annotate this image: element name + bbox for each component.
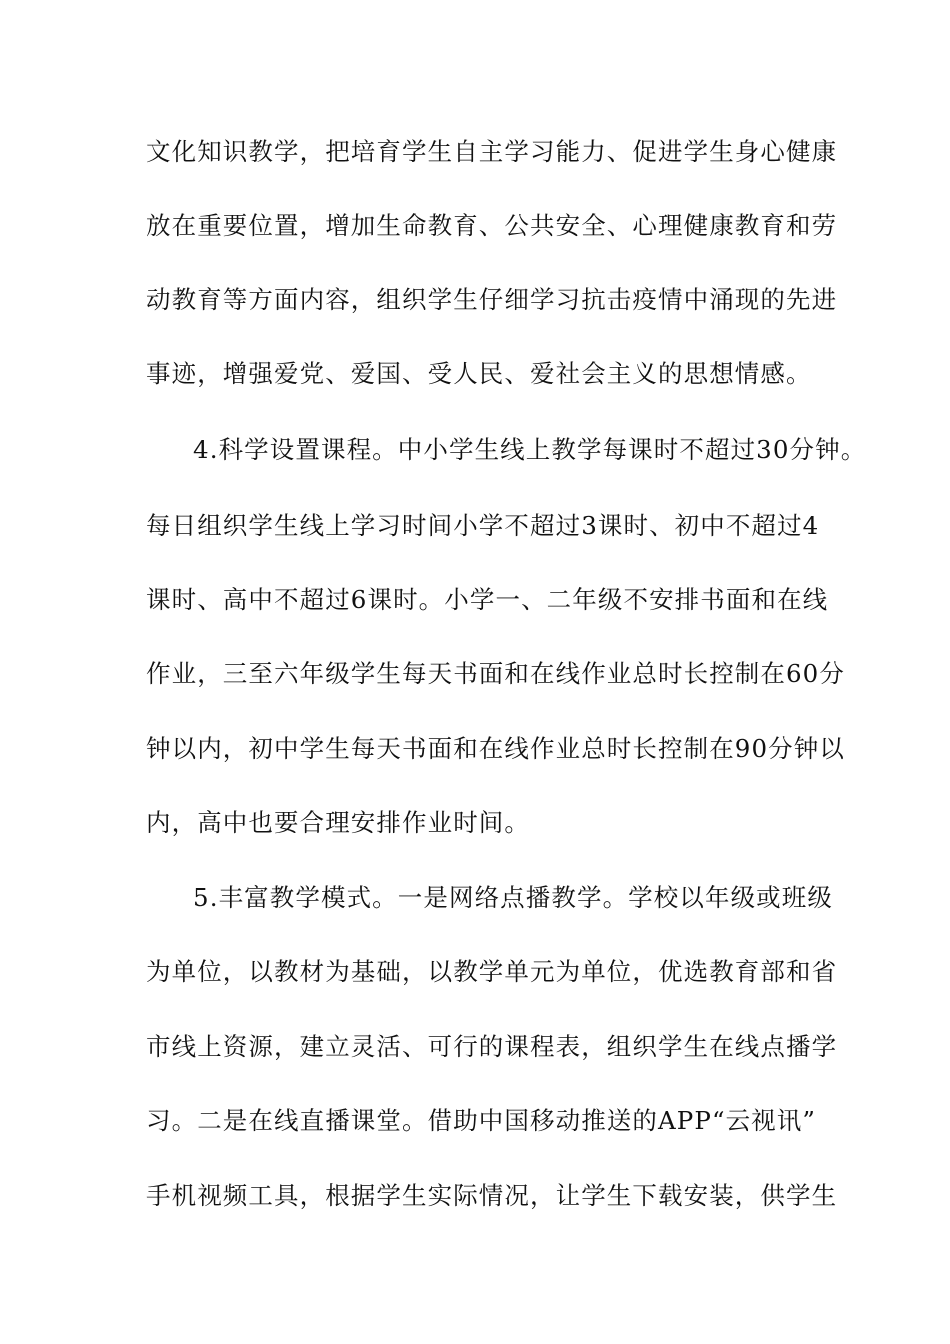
paragraph-line: 内，高中也要合理安排作业时间。 [146, 808, 530, 837]
paragraph-line: 课时、高中不超过6课时。小学一、二年级不安排书面和在线 [146, 585, 829, 614]
paragraph-line: 市线上资源，建立灵活、可行的课程表，组织学生在线点播学 [146, 1032, 838, 1061]
paragraph-line: 手机视频工具，根据学生实际情况，让学生下载安装，供学生 [146, 1181, 838, 1210]
paragraph-line: 为单位，以教材为基础，以教学单元为单位，优选教育部和省 [146, 957, 838, 986]
paragraph-line: 放在重要位置，增加生命教育、公共安全、心理健康教育和劳 [146, 211, 838, 240]
paragraph-line: 每日组织学生线上学习时间小学不超过3课时、初中不超过4 [146, 511, 820, 540]
paragraph-line: 文化知识教学，把培育学生自主学习能力、促进学生身心健康 [146, 137, 838, 166]
section-heading-line: 5.丰富教学模式。一是网络点播教学。学校以年级或班级 [193, 883, 833, 912]
paragraph-line: 事迹，增强爱党、爱国、受人民、爱社会主义的思想情感。 [146, 359, 812, 388]
paragraph-line: 动教育等方面内容，组织学生仔细学习抗击疫情中涌现的先进 [146, 285, 838, 314]
paragraph-line: 习。二是在线直播课堂。借助中国移动推送的APP“云视讯” [146, 1106, 817, 1135]
paragraph-line: 钟以内，初中学生每天书面和在线作业总时长控制在90分钟以 [146, 734, 845, 763]
paragraph-line: 作业，三至六年级学生每天书面和在线作业总时长控制在60分 [146, 659, 845, 688]
section-heading-line: 4.科学设置课程。中小学生线上教学每课时不超过30分钟。 [193, 435, 867, 464]
